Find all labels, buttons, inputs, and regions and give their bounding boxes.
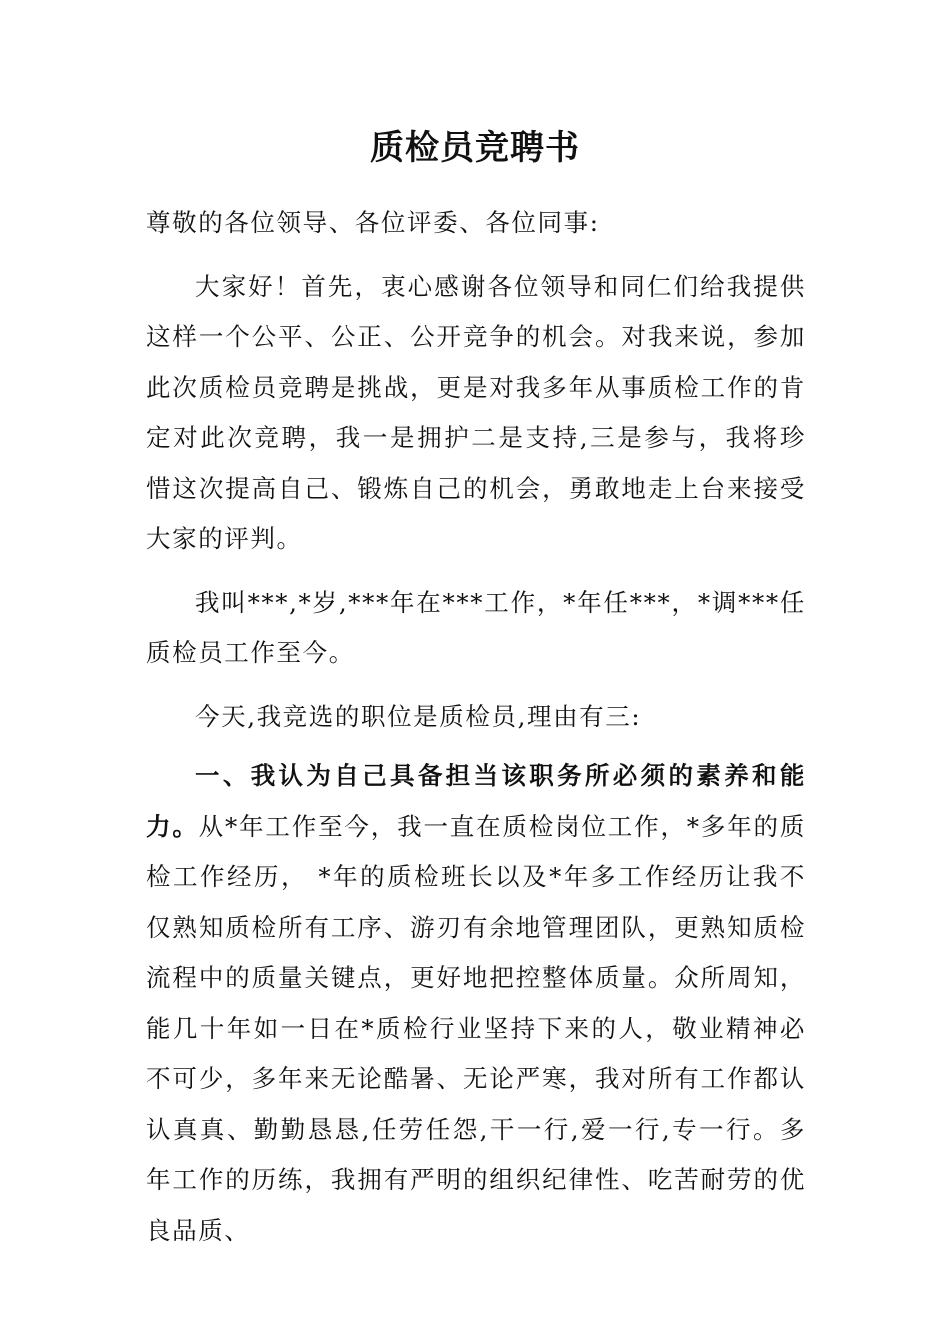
salutation: 尊敬的各位领导、各位评委、各位同事: [146,208,600,237]
section-one-heading: 一、我认为自己具备担当该职务所必须的素养和能力。 [146,761,806,841]
paragraph-introduction: 我叫***,*岁,***年在***工作，*年任***，*调***任质检员工作至今。 [146,587,806,667]
document-body [146,198,806,1256]
paragraph-reasons: 今天,我竞选的职位是质检员,理由有三: [195,701,642,731]
document-title: 质检员竞聘书 [370,128,580,168]
paragraph-greeting: 大家好！首先，衷心感谢各位领导和同仁们给我提供这样一个公平、公正、公开竞争的机会。对我来说，参加此次质检员竞聘是挑战，更是对我多年从事质检工作的肯定对此次竞聘，我一是拥护二是支持,三是参与，我将珍惜这次提高自己、锻炼自己的机会，勇敢地走上台来接受大家的评判。 [146,271,806,553]
paragraph-section-one [146,751,806,1256]
section-one-text: 从*年工作至今，我一直在质检岗位工作，*多年的质检工作经历， *年的质检班长以及*年多工作经历让我不仅熟知质检所有工序、游刃有余地管理团队，更熟知质检流程中的质量关键点，更好地把控整体质量。众所周知，能几十年如一日在*质检行业坚持下来的人，敬业精神必不可少，多年来无论酷暑、无论严寒，我对所有工作都认认真真、勤勤恳恳,任劳任怨,干一行,爱一行,专一行。多年工作的历练，我拥有严明的组织纪律性、吃苦耐劳的优良品质、 [146,811,806,1245]
